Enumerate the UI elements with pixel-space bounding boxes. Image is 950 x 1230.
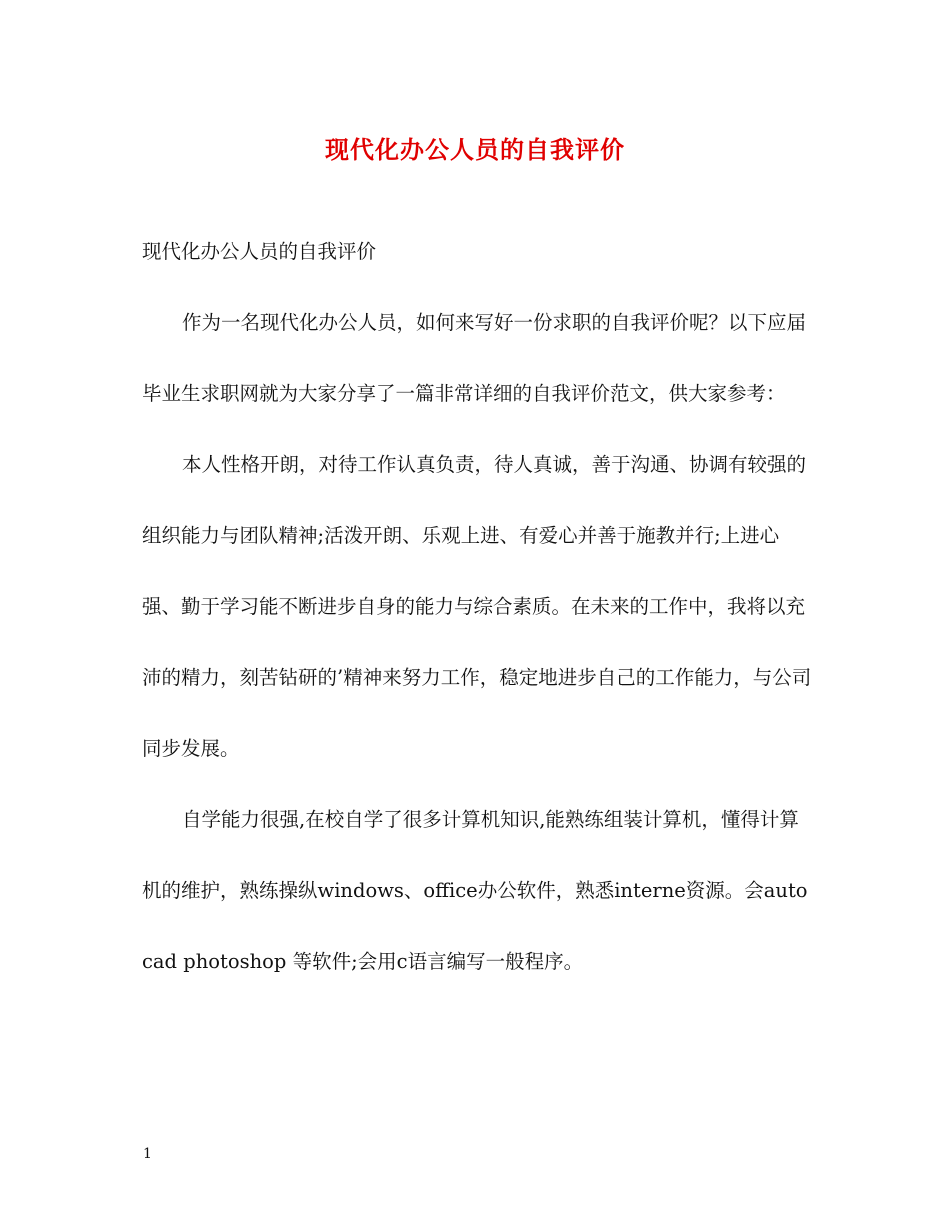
document-body [142, 216, 812, 997]
document-heading: 现代化办公人员的自我评价 [142, 240, 377, 263]
paragraph-personality: 本人性格开朗，对待工作认真负责，待人真诚，善于沟通、协调有较强的组织能力与团队精神;活泼开朗、乐观上进、有爱心并善于施教并行;上进心强、勤于学习能不断进步自身的能力与综合素质。在未来的工作中，我将以充沛的精力，刻苦钻研的’精神来努力工作，稳定地进步自己的工作能力，与公司同步发展。 [142, 453, 812, 760]
paragraph-skills: 自学能力很强,在校自学了很多计算机知识,能熟练组装计算机，懂得计算机的维护，熟练操纵windows、office办公软件，熟悉interne资源。会auto cad photoshop 等软件;会用c语言编写一般程序。 [142, 808, 808, 973]
paragraph-intro: 作为一名现代化办公人员，如何来写好一份求职的自我评价呢？以下应届毕业生求职网就为大家分享了一篇非常详细的自我评价范文，供大家参考： [142, 311, 807, 405]
page-number: 1 [143, 1146, 152, 1162]
document-title: 现代化办公人员的自我评价 [325, 135, 625, 164]
